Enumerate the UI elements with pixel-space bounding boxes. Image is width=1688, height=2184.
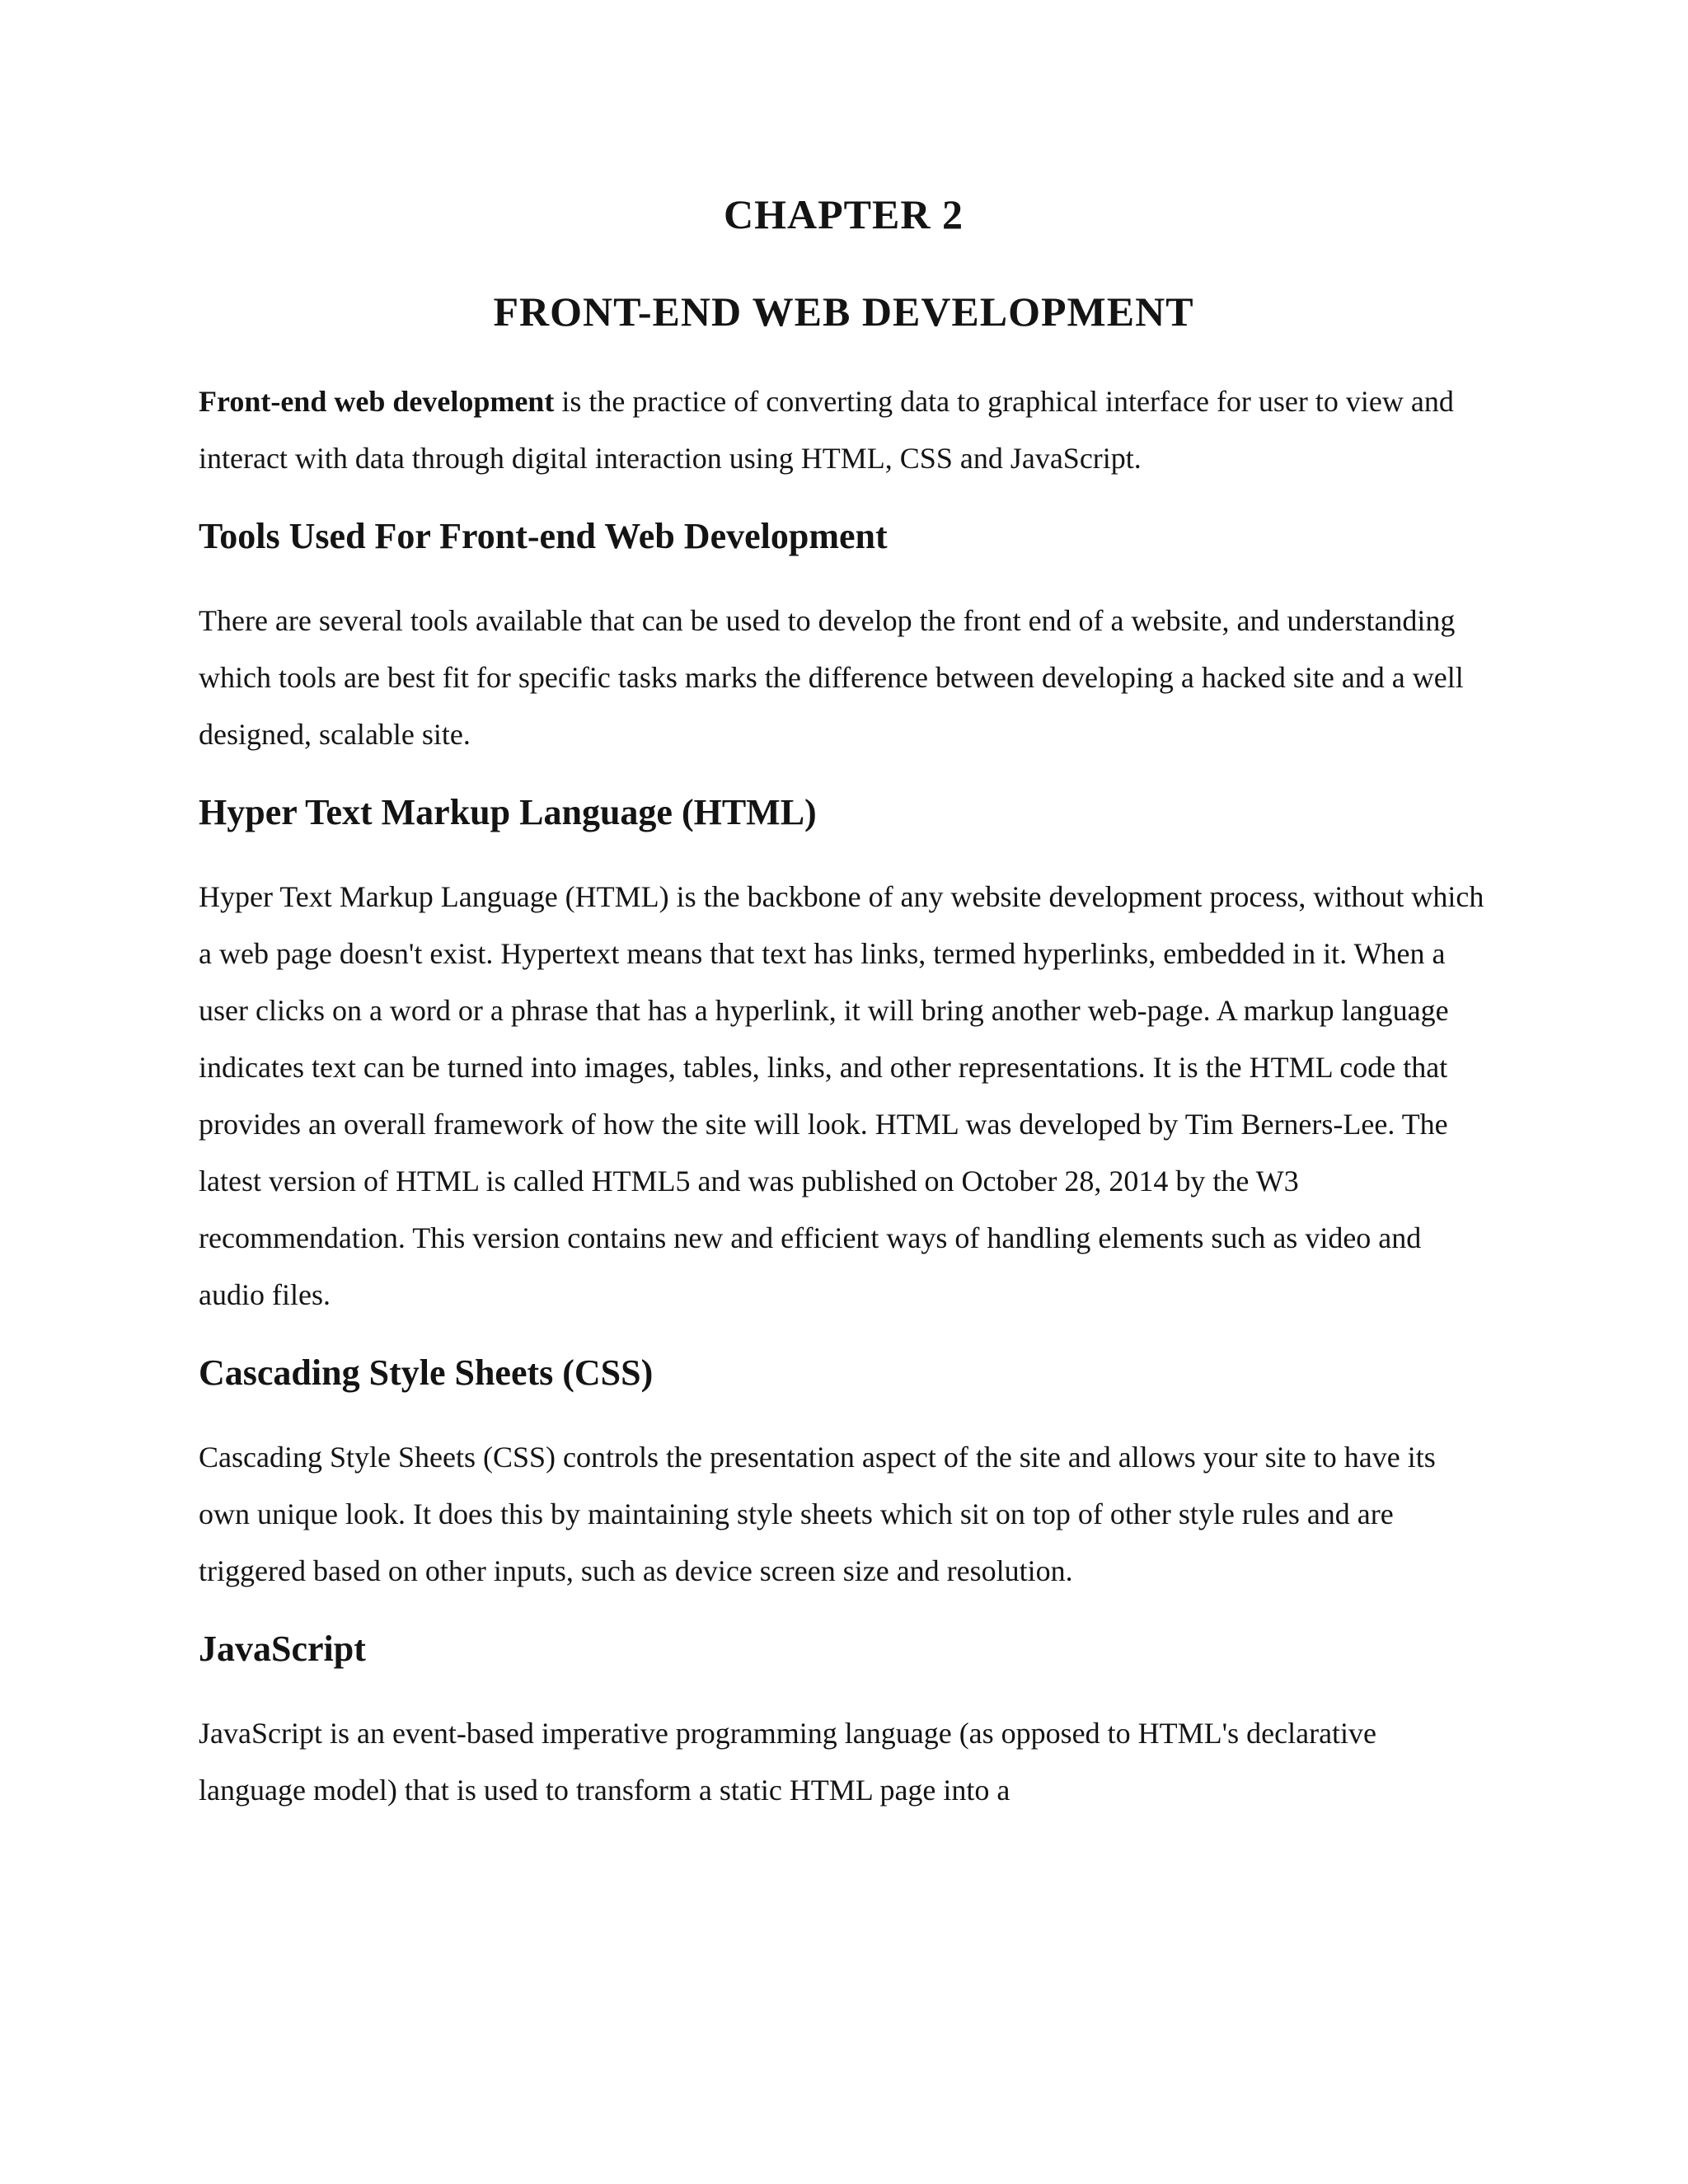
page-content bbox=[199, 185, 1489, 1819]
section-heading-html: Hyper Text Markup Language (HTML) bbox=[199, 792, 817, 832]
section-body-javascript: JavaScript is an event-based imperative programming language (as opposed to HTML's declarative language model) that is used to transform a static HTML page into a bbox=[199, 1717, 1377, 1807]
chapter-title: FRONT-END WEB DEVELOPMENT bbox=[493, 288, 1194, 335]
section-heading-tools: Tools Used For Front-end Web Development bbox=[199, 516, 888, 556]
intro-text: is the practice of converting data to graphical interface for user to view and interact with data through digital interaction using HTML, CSS and JavaScript. bbox=[199, 385, 1454, 475]
intro-lead-term: Front-end web development bbox=[199, 385, 555, 418]
intro-paragraph bbox=[199, 373, 1489, 487]
section-body-html: Hyper Text Markup Language (HTML) is the backbone of any website development process, without which a web page doesn't exist. Hypertext means that text has links, termed hyperlinks, embedded in it. When a user clicks on a word or a phrase that has a hyperlink, it will bring another web-page. A markup language indicates text can be turned into images, tables, links, and other representations. It is the HTML code that provides an overall framework of how the site will look. HTML was developed by Tim Berners-Lee. The latest version of HTML is called HTML5 and was published on October 28, 2014 by the W3 recommendation. This version contains new and efficient ways of handling elements such as video and audio files. bbox=[199, 880, 1484, 1311]
section-body-tools: There are several tools available that can be used to develop the front end of a website, and understanding which tools are best fit for specific tasks marks the difference between developing a hacked site and a well designed, scalable site. bbox=[199, 604, 1464, 751]
section-heading-css: Cascading Style Sheets (CSS) bbox=[199, 1352, 654, 1393]
chapter-label: CHAPTER 2 bbox=[724, 191, 964, 237]
section-body-css: Cascading Style Sheets (CSS) controls the presentation aspect of the site and allows your site to have its own unique look. It does this by maintaining style sheets which sit on top of other style rules and are triggered based on other inputs, such as device screen size and resolution. bbox=[199, 1441, 1436, 1587]
section-heading-javascript: JavaScript bbox=[199, 1629, 366, 1669]
